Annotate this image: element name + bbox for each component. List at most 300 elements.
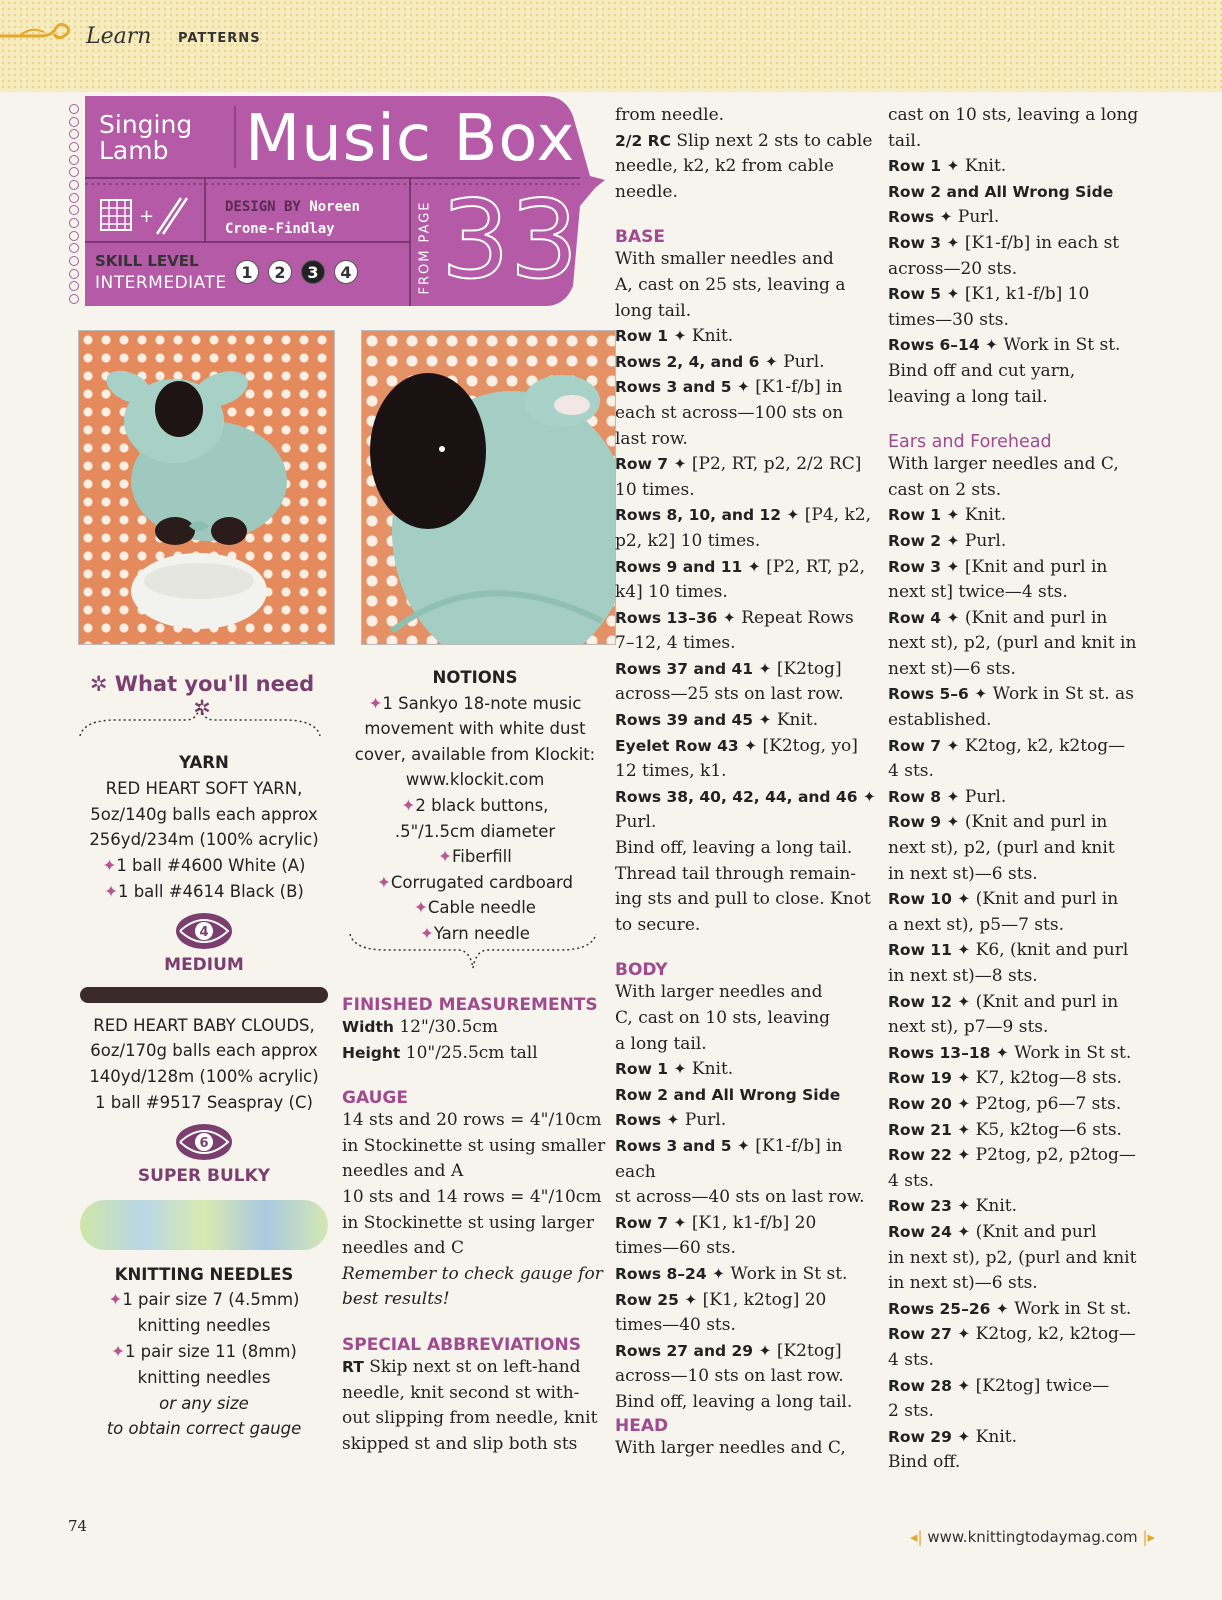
yarn-1-line: 5oz/140g balls each approx: [90, 804, 318, 824]
instruction-line: cast on 2 sts.: [888, 479, 1002, 500]
row-text: Purl.: [957, 207, 1000, 228]
bullet-icon: ✦: [420, 923, 434, 943]
yarn-1-description: [70, 776, 338, 853]
instructions-column-head-ears: [888, 103, 1158, 1476]
row-label: Row 2 and All Wrong Side: [615, 1085, 841, 1104]
row-instruction: [615, 1057, 880, 1083]
row-text: Work in St st.: [1014, 1298, 1132, 1319]
tag-scalloped-edge: [69, 104, 85, 304]
instruction-line: established.: [888, 710, 992, 731]
bullet-icon: ✦: [401, 795, 416, 815]
row-label: Rows 5–6 ✦: [888, 685, 988, 704]
instruction-line: in next st)—8 sts.: [888, 966, 1038, 986]
row-text: K2tog, k2, k2tog—: [964, 735, 1126, 756]
row-label: Row 11 ✦: [888, 941, 971, 960]
materials-list: [70, 750, 338, 1442]
skill-level-label: SKILL LEVEL: [95, 252, 199, 270]
row-text: Knit.: [776, 710, 819, 731]
instructions-column-base-body: [615, 103, 880, 1461]
instruction-line: a long tail.: [615, 1033, 707, 1054]
row-instruction: [615, 734, 880, 760]
design-by-label: DESIGN BY: [225, 199, 301, 215]
row-label: Row 7 ✦: [888, 736, 960, 755]
row-instruction: [615, 1262, 880, 1288]
row-label: Rows 37 and 41 ✦: [615, 659, 772, 678]
row-instruction: [888, 1143, 1158, 1169]
instruction-line: across—10 sts on last row.: [615, 1366, 844, 1387]
row-text: [P2, RT, p2, 2/2 RC]: [691, 454, 862, 475]
subtitle-line-2: Lamb: [99, 136, 169, 165]
row-text: K2tog, k2, k2tog—: [975, 1324, 1136, 1345]
row-label: Row 19 ✦: [888, 1069, 971, 1088]
finished-height: Height 10"/25.5cm tall: [342, 1042, 538, 1063]
notion-line: [340, 819, 610, 845]
instruction-line: next st)—6 sts.: [888, 658, 1016, 679]
instruction-line: With larger needles and: [615, 982, 823, 1003]
row-text: (Knit and purl: [975, 1221, 1097, 1242]
row-label: Row 24 ✦: [888, 1222, 971, 1241]
notion-line: [340, 767, 610, 793]
row-instruction: [615, 324, 880, 350]
instruction-line: in next st)—6 sts.: [888, 863, 1038, 884]
gauge-line-3: needles and A: [342, 1161, 464, 1182]
row-instruction: [888, 529, 1158, 555]
row-text: P2tog, p2, p2tog—: [975, 1145, 1136, 1166]
row-label: Row 27 ✦: [888, 1325, 971, 1344]
row-label: Rows 13–36 ✦: [615, 608, 736, 627]
instruction-line: tail.: [888, 130, 922, 151]
notions-items: [340, 691, 610, 947]
row-instruction: [615, 606, 880, 632]
bullet-icon: ✦: [102, 856, 117, 876]
row-instruction: [888, 555, 1158, 581]
website-url[interactable]: www.knittingtodaymag.com: [927, 1528, 1138, 1546]
row-label: Row 23 ✦: [888, 1197, 971, 1216]
row-label: Rows 27 and 29 ✦: [615, 1341, 772, 1360]
row-label-line: [888, 180, 1158, 206]
from-page-number: 33: [441, 178, 579, 303]
row-label: Rows 25–26 ✦: [888, 1299, 1009, 1318]
row-instruction: [888, 1092, 1158, 1118]
notions-heading: NOTIONS: [432, 668, 518, 687]
needle-item-2b: knitting needles: [137, 1367, 271, 1387]
finished-measurements-heading: FINISHED MEASUREMENTS: [342, 995, 598, 1015]
row-text: [K1-f/b] in: [755, 377, 843, 398]
row-label: Rows 6–14 ✦: [888, 336, 999, 355]
row-instruction: [615, 708, 880, 734]
page-number: 74: [68, 1517, 88, 1535]
gauge-heading: GAUGE: [342, 1088, 408, 1109]
needles-note-1: or any size: [159, 1393, 249, 1413]
notion-text: Corrugated cardboard: [390, 872, 573, 892]
skill-level-indicators: [235, 260, 358, 284]
row-label: Row 12 ✦: [888, 992, 971, 1011]
finished-width: Width 12"/30.5cm: [342, 1017, 499, 1037]
row-instruction: [615, 1108, 880, 1134]
notion-line: [340, 844, 610, 870]
instruction-line: Thread tail through remain-: [615, 863, 857, 884]
row-text: [K1, k2tog] 20: [702, 1289, 827, 1310]
row-instruction: [888, 154, 1158, 180]
row-instruction: [888, 231, 1158, 257]
row-label: Row 25 ✦: [615, 1290, 698, 1309]
row-instruction: [888, 1425, 1158, 1451]
row-text: [Knit and purl in: [964, 556, 1108, 577]
row-text: Knit.: [975, 1426, 1017, 1447]
arrow-right-icon: |▸: [1142, 1528, 1156, 1546]
row-label: Row 7 ✦: [615, 455, 687, 474]
instruction-line: 7–12, 4 times.: [615, 633, 736, 654]
skill-level-value: INTERMEDIATE: [95, 273, 227, 293]
row-text: P2tog, p6—7 sts.: [975, 1093, 1122, 1114]
notion-text: www.klockit.com: [405, 770, 545, 790]
row-label: Row 29 ✦: [888, 1427, 971, 1446]
instruction-line: from needle.: [615, 105, 725, 125]
row-label: Row 22 ✦: [888, 1146, 971, 1165]
row-instruction: [888, 1322, 1158, 1348]
sparkle-icon: ✲: [89, 672, 108, 696]
notion-text: Cable needle: [427, 898, 536, 918]
swirl-ornament-icon: [0, 22, 80, 50]
row-label: Rows 9 and 11 ✦: [615, 557, 761, 576]
row-text: K7, k2tog—8 sts.: [975, 1068, 1122, 1089]
notion-text: .5"/1.5cm diameter: [394, 821, 556, 841]
bullet-icon: ✦: [438, 847, 452, 867]
yarn-1-item: [70, 879, 338, 905]
row-text: [K2tog] twice—: [975, 1375, 1110, 1396]
svg-text:4: 4: [199, 924, 209, 940]
gauge-line-1: 14 sts and 20 rows = 4"/10cm: [342, 1110, 602, 1131]
row-label: Row 1 ✦: [888, 157, 960, 176]
row-text: [K2tog]: [776, 1340, 842, 1361]
svg-text:6: 6: [199, 1135, 209, 1151]
instruction-line: times—40 sts.: [615, 1315, 736, 1336]
row-label: Row 2 ✦: [888, 531, 960, 550]
gauge-note-1: Remember to check gauge for: [342, 1263, 603, 1284]
row-instruction: [615, 1211, 880, 1237]
instruction-line: Bind off, leaving a long tail.: [615, 1391, 853, 1412]
row-instruction: [888, 887, 1158, 913]
yarn-weight-4-icon: [172, 909, 236, 953]
row-label: Row 7 ✦: [615, 1213, 687, 1232]
row-instruction: [888, 785, 1158, 811]
yarn-1-item-text: 1 ball #4600 White (A): [116, 856, 306, 876]
row-instruction: [615, 452, 880, 478]
notion-line: [340, 895, 610, 921]
instruction-line: in next st)—6 sts.: [888, 1273, 1038, 1294]
row-instruction: [888, 990, 1158, 1016]
row-text: Slip next 2 sts to cable: [676, 130, 873, 151]
instruction-line: A, cast on 25 sts, leaving a: [615, 274, 846, 295]
instruction-line: long tail.: [615, 300, 692, 321]
yarn-2-line: 140yd/128m (100% acrylic): [89, 1067, 319, 1087]
row-instruction: [888, 205, 1158, 231]
instruction-line: each st across—100 sts on: [615, 402, 844, 423]
row-text: [K1, k1-f/b] 20: [691, 1212, 817, 1233]
notion-text: 1 Sankyo 18-note music: [382, 693, 582, 713]
yarn-2-line: RED HEART BABY CLOUDS,: [93, 1015, 315, 1035]
needles-heading: KNITTING NEEDLES: [114, 1264, 294, 1284]
bullet-icon: ✦: [104, 881, 118, 901]
arrow-left-icon: ◂|: [910, 1528, 923, 1546]
row-text: Purl.: [964, 530, 1007, 551]
page-header-bar: [0, 0, 1222, 92]
instruction-line: times—60 sts.: [615, 1238, 736, 1259]
row-label: Rows 3 and 5 ✦: [615, 1136, 750, 1155]
gauge-line-2: in Stockinette st using smaller: [342, 1135, 606, 1156]
row-instruction: [615, 555, 880, 581]
row-instruction: [615, 129, 880, 155]
yarn-heading: YARN: [179, 753, 229, 772]
instruction-line: Purl.: [615, 812, 657, 833]
row-text: (Knit and purl in: [975, 889, 1119, 910]
instruction-line: needle.: [615, 181, 678, 202]
yarn-1-item-text: 1 ball #4614 Black (B): [117, 881, 304, 901]
row-text: K5, k2tog—6 sts.: [975, 1119, 1122, 1140]
row-text: [K1, k1-f/b] 10: [964, 284, 1090, 305]
row-label: Row 1 ✦: [615, 1060, 687, 1079]
section-label: Learn: [86, 24, 152, 49]
row-label: Row 20 ✦: [888, 1094, 971, 1113]
row-instruction: [615, 1288, 880, 1314]
notions-list: [340, 665, 610, 947]
bullet-icon: ✦: [377, 872, 391, 892]
row-label: Row 10 ✦: [888, 890, 971, 909]
row-instruction: [888, 1220, 1158, 1246]
yarn-2-description: [70, 1013, 338, 1116]
row-instruction: [888, 333, 1158, 359]
row-instruction: [888, 282, 1158, 308]
bullet-icon: ✦: [368, 693, 383, 713]
instruction-line: 2 sts.: [888, 1401, 934, 1422]
row-instruction: [888, 606, 1158, 632]
row-instruction: [888, 810, 1158, 836]
section-heading: BODY: [615, 960, 668, 981]
row-label-line: [615, 1083, 880, 1109]
knitting-tools-icon: [99, 194, 199, 238]
row-label: Rows 13–18 ✦: [888, 1043, 1009, 1062]
row-instruction: [888, 1194, 1158, 1220]
svg-text:+: +: [139, 206, 155, 227]
notion-line: [340, 793, 610, 819]
abbrev-rt-line-1: RT Skip next st on left-hand: [342, 1356, 581, 1377]
instruction-line: k4] 10 times.: [615, 582, 728, 603]
row-text: [K2tog, yo]: [762, 735, 858, 756]
row-label: Rows 8–24 ✦: [615, 1264, 726, 1283]
instruction-line: Bind off and cut yarn,: [888, 360, 1076, 381]
row-text: (Knit and purl in: [964, 607, 1108, 628]
instruction-line: next st] twice—4 sts.: [888, 582, 1068, 603]
from-page-label: [415, 202, 435, 302]
brace-divider-bottom-icon: [346, 930, 600, 974]
spacer: [615, 205, 880, 227]
row-text: Knit.: [964, 156, 1007, 177]
notion-text: 2 black buttons,: [415, 795, 549, 815]
row-instruction: [615, 503, 880, 529]
row-instruction: [615, 785, 880, 811]
row-instruction: [888, 1041, 1158, 1067]
instruction-line: last row.: [615, 428, 688, 449]
materials-heading-text: What you'll need: [114, 672, 315, 696]
row-instruction: [888, 682, 1158, 708]
notion-line: [340, 870, 610, 896]
notion-text: cover, available from Klockit:: [354, 744, 596, 764]
instruction-line: st across—40 sts on last row.: [615, 1187, 865, 1208]
row-text: (Knit and purl in: [975, 991, 1119, 1012]
skill-level-2: 2: [268, 260, 292, 284]
section-heading: BASE: [615, 227, 665, 248]
lamb-photo-closeup: [361, 330, 616, 645]
instruction-line: 4 sts.: [888, 1170, 934, 1191]
abbrev-rt-line-3: out slipping from needle, knit: [342, 1408, 598, 1429]
row-instruction: [888, 938, 1158, 964]
instruction-line: C, cast on 10 sts, leaving: [615, 1008, 831, 1028]
row-text: [P4, k2,: [804, 505, 872, 526]
designer-name-2: Crone-Findlay: [225, 221, 335, 237]
abbreviations-heading: SPECIAL ABBREVIATIONS: [342, 1334, 581, 1355]
pattern-subtitle: [99, 112, 192, 164]
subtitle-line-1: Singing: [99, 110, 193, 139]
yarn-2-line: 6oz/170g balls each approx: [90, 1041, 318, 1061]
instruction-line: With larger needles and C,: [615, 1437, 846, 1458]
instruction-line: 4 sts.: [888, 1349, 934, 1370]
needle-item-1b: knitting needles: [137, 1316, 271, 1336]
row-instruction: [615, 657, 880, 683]
abbrev-rt-line-2: needle, knit second st with-: [342, 1382, 580, 1403]
needles-note-2: to obtain correct gauge: [106, 1419, 302, 1439]
row-label: Row 28 ✦: [888, 1376, 971, 1395]
row-instruction: [888, 1374, 1158, 1400]
notion-text: movement with white dust: [364, 719, 586, 739]
gauge-line-5: in Stockinette st using larger: [342, 1212, 594, 1233]
row-text: Knit.: [964, 505, 1007, 526]
row-label: Rows 8, 10, and 12 ✦: [615, 506, 800, 525]
instruction-line: next st), p2, (purl and knit in: [888, 633, 1137, 654]
designer-credit: [225, 196, 360, 240]
yarn-1-line: RED HEART SOFT YARN,: [105, 778, 303, 798]
row-text: (Knit and purl in: [964, 812, 1108, 833]
website-link[interactable]: [910, 1528, 1155, 1546]
from-page-text: FROM PAGE: [417, 200, 433, 295]
row-label: Row 1 ✦: [888, 506, 960, 525]
instruction-line: Bind off, leaving a long tail.: [615, 838, 853, 859]
row-label: Eyelet Row 43 ✦: [615, 736, 758, 755]
section-heading: HEAD: [615, 1415, 669, 1436]
instruction-line: next st), p7—9 sts.: [888, 1017, 1049, 1038]
notion-line: [340, 691, 610, 717]
yarn-2-line: 1 ball #9517 Seaspray (C): [95, 1092, 313, 1112]
instruction-line: 12 times, k1.: [615, 761, 727, 782]
instruction-line: next st), p2, (purl and knit: [888, 838, 1115, 859]
row-instruction: [888, 734, 1158, 760]
row-instruction: [888, 503, 1158, 529]
notion-text: Yarn needle: [433, 923, 530, 943]
instruction-line: cast on 10 sts, leaving a long: [888, 105, 1139, 125]
brace-divider-icon: [76, 696, 324, 740]
yarn-1-items: [70, 853, 338, 905]
needle-item-1: ✦1 pair size 7 (4.5mm): [108, 1290, 300, 1310]
needle-item-2: ✦1 pair size 11 (8mm): [111, 1341, 297, 1361]
row-instruction: [888, 1118, 1158, 1144]
row-text: [K1-f/b] in each st: [964, 232, 1120, 253]
row-label: Row 9 ✦: [888, 813, 960, 832]
row-text: Work in St st.: [1003, 335, 1121, 356]
instruction-line: across—20 sts.: [888, 258, 1018, 279]
instruction-line: With larger needles and C,: [888, 454, 1119, 475]
row-label: Row 8 ✦: [888, 787, 960, 806]
row-instruction: [888, 1297, 1158, 1323]
pattern-title: Music Box: [245, 102, 576, 176]
row-label: Rows ✦: [888, 208, 953, 227]
row-text: Work in St st.: [730, 1263, 848, 1284]
instruction-line: needle, k2, k2 from cable: [615, 156, 834, 177]
row-text: Purl.: [684, 1110, 727, 1131]
instruction-line: leaving a long tail.: [888, 386, 1048, 407]
instruction-line: Bind off.: [888, 1452, 961, 1473]
row-text: K6, (knit and purl: [975, 940, 1129, 961]
instruction-line: ing sts and pull to close. Knot: [615, 889, 871, 910]
row-instruction: [615, 1134, 880, 1185]
spacer: [888, 410, 1158, 432]
instruction-line: to secure.: [615, 914, 701, 935]
section-subheading: Ears and Forehead: [888, 432, 1052, 453]
specs-column: [342, 995, 607, 1457]
instruction-line: p2, k2] 10 times.: [615, 530, 761, 551]
row-text: [K2tog]: [776, 658, 842, 679]
instruction-line: 10 times.: [615, 479, 695, 500]
row-text: Work in St st. as: [992, 684, 1134, 705]
row-label: Row 5 ✦: [888, 285, 960, 304]
row-label: Row 3 ✦: [888, 233, 960, 252]
instruction-line: times—30 sts.: [888, 309, 1009, 330]
row-text: Knit.: [691, 1059, 734, 1080]
instruction-line: 4 sts.: [888, 761, 934, 782]
abbrev-rt-line-4: skipped st and slip both sts: [342, 1433, 578, 1454]
yarn-2-weight: SUPER BULKY: [137, 1165, 271, 1186]
yarn-1-item: [70, 853, 338, 879]
skill-level-1: 1: [235, 260, 259, 284]
spacer: [615, 938, 880, 960]
row-label: Row 4 ✦: [888, 608, 960, 627]
row-text: Purl.: [783, 351, 825, 372]
skill-level-4: 4: [334, 260, 358, 284]
instruction-line: across—25 sts on last row.: [615, 684, 844, 705]
black-yarn-swatch: [80, 987, 328, 1003]
instruction-line: With smaller needles and: [615, 249, 834, 270]
skill-level-3: 3: [301, 260, 325, 284]
row-text: [K1-f/b] in each: [615, 1135, 843, 1182]
row-label: Rows 38, 40, 42, 44, and 46 ✦: [615, 787, 876, 806]
notion-line: [340, 742, 610, 768]
row-label: 2/2 RC: [615, 131, 671, 150]
row-instruction: [615, 350, 880, 376]
row-label: Rows 39 and 45 ✦: [615, 711, 772, 730]
row-text: Purl.: [964, 786, 1007, 807]
instruction-line: a next st), p5—7 sts.: [888, 914, 1064, 935]
row-text: Knit.: [691, 326, 734, 347]
gauge-line-6: needles and C: [342, 1238, 464, 1259]
row-label: Row 2 and All Wrong Side: [888, 182, 1114, 201]
row-text: Knit.: [975, 1196, 1017, 1217]
yarn-1-line: 256yd/234m (100% acrylic): [89, 830, 319, 850]
row-instruction: [888, 1066, 1158, 1092]
designer-name-1: Noreen: [309, 199, 360, 215]
row-text: Repeat Rows: [741, 607, 854, 628]
gauge-note-2: best results!: [342, 1289, 450, 1310]
notion-line: [340, 716, 610, 742]
bullet-icon: ✦: [414, 898, 428, 918]
seaspray-yarn-swatch: [80, 1200, 328, 1250]
